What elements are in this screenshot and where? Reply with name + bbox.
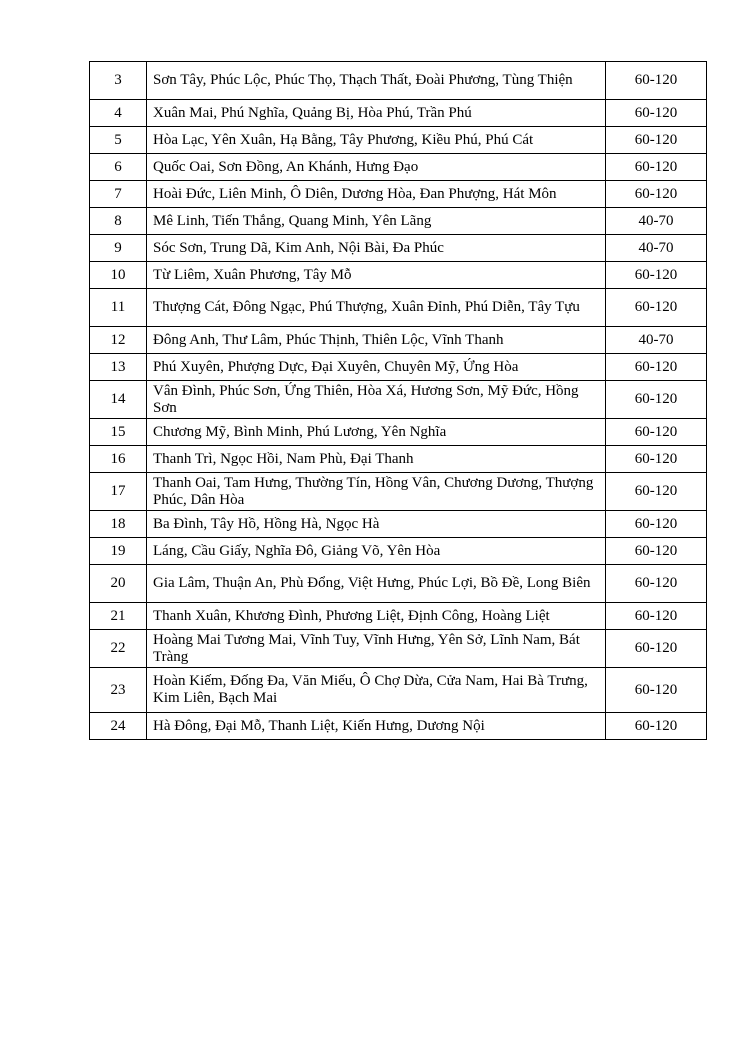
area-names-cell: Sóc Sơn, Trung Dã, Kim Anh, Nội Bài, Đa Phúc	[147, 235, 606, 262]
range-value-cell: 60-120	[606, 419, 707, 446]
area-names-cell: Thanh Oai, Tam Hưng, Thường Tín, Hồng Vân, Chương Dương, Thượng Phúc, Dân Hòa	[147, 473, 606, 511]
range-value-cell: 60-120	[606, 381, 707, 419]
range-value-cell: 60-120	[606, 154, 707, 181]
area-names-cell: Đông Anh, Thư Lâm, Phúc Thịnh, Thiên Lộc, Vĩnh Thanh	[147, 327, 606, 354]
row-number-cell: 20	[90, 565, 147, 603]
area-names-cell: Sơn Tây, Phúc Lộc, Phúc Thọ, Thạch Thất, Đoài Phương, Tùng Thiện	[147, 62, 606, 100]
row-number-cell: 23	[90, 668, 147, 713]
row-number-cell: 8	[90, 208, 147, 235]
table-row	[90, 713, 707, 740]
row-number-cell: 3	[90, 62, 147, 100]
area-names-cell: Từ Liêm, Xuân Phương, Tây Mỗ	[147, 262, 606, 289]
table-row	[90, 289, 707, 327]
range-value-cell: 60-120	[606, 630, 707, 668]
table-row	[90, 181, 707, 208]
area-names-cell: Thanh Trì, Ngọc Hồi, Nam Phù, Đại Thanh	[147, 446, 606, 473]
area-names-cell: Hòa Lạc, Yên Xuân, Hạ Bằng, Tây Phương, Kiều Phú, Phú Cát	[147, 127, 606, 154]
range-value-cell: 60-120	[606, 603, 707, 630]
row-number-cell: 15	[90, 419, 147, 446]
range-value-cell: 60-120	[606, 100, 707, 127]
range-value-cell: 60-120	[606, 181, 707, 208]
table-row	[90, 446, 707, 473]
table-row	[90, 127, 707, 154]
range-value-cell: 60-120	[606, 62, 707, 100]
table-row	[90, 473, 707, 511]
range-value-cell: 60-120	[606, 289, 707, 327]
table-row	[90, 208, 707, 235]
range-value-cell: 60-120	[606, 713, 707, 740]
table-row	[90, 630, 707, 668]
row-number-cell: 12	[90, 327, 147, 354]
range-value-cell: 40-70	[606, 208, 707, 235]
table-row	[90, 327, 707, 354]
range-value-cell: 40-70	[606, 235, 707, 262]
row-number-cell: 13	[90, 354, 147, 381]
table-row	[90, 668, 707, 713]
area-names-cell: Gia Lâm, Thuận An, Phù Đổng, Việt Hưng, Phúc Lợi, Bồ Đề, Long Biên	[147, 565, 606, 603]
range-value-cell: 60-120	[606, 511, 707, 538]
table-row	[90, 235, 707, 262]
row-number-cell: 22	[90, 630, 147, 668]
table-row	[90, 603, 707, 630]
row-number-cell: 4	[90, 100, 147, 127]
row-number-cell: 10	[90, 262, 147, 289]
row-number-cell: 11	[90, 289, 147, 327]
row-number-cell: 21	[90, 603, 147, 630]
table-row	[90, 354, 707, 381]
table-row	[90, 419, 707, 446]
row-number-cell: 7	[90, 181, 147, 208]
area-names-cell: Thượng Cát, Đông Ngạc, Phú Thượng, Xuân Đỉnh, Phú Diễn, Tây Tựu	[147, 289, 606, 327]
range-value-cell: 40-70	[606, 327, 707, 354]
row-number-cell: 14	[90, 381, 147, 419]
area-names-cell: Mê Linh, Tiến Thắng, Quang Minh, Yên Lãng	[147, 208, 606, 235]
table-row	[90, 538, 707, 565]
range-value-cell: 60-120	[606, 668, 707, 713]
range-value-cell: 60-120	[606, 473, 707, 511]
row-number-cell: 17	[90, 473, 147, 511]
table-row	[90, 62, 707, 100]
area-names-cell: Hà Đông, Đại Mỗ, Thanh Liệt, Kiến Hưng, Dương Nội	[147, 713, 606, 740]
area-table	[89, 61, 707, 740]
area-names-cell: Ba Đình, Tây Hồ, Hồng Hà, Ngọc Hà	[147, 511, 606, 538]
area-names-cell: Xuân Mai, Phú Nghĩa, Quảng Bị, Hòa Phú, Trần Phú	[147, 100, 606, 127]
table-body	[90, 62, 707, 740]
range-value-cell: 60-120	[606, 354, 707, 381]
table-row	[90, 154, 707, 181]
row-number-cell: 18	[90, 511, 147, 538]
area-names-cell: Hoàn Kiếm, Đống Đa, Văn Miếu, Ô Chợ Dừa, Cửa Nam, Hai Bà Trưng, Kim Liên, Bạch Mai	[147, 668, 606, 713]
range-value-cell: 60-120	[606, 565, 707, 603]
area-names-cell: Vân Đình, Phúc Sơn, Ứng Thiên, Hòa Xá, Hương Sơn, Mỹ Đức, Hồng Sơn	[147, 381, 606, 419]
row-number-cell: 16	[90, 446, 147, 473]
area-names-cell: Phú Xuyên, Phượng Dực, Đại Xuyên, Chuyên Mỹ, Ứng Hòa	[147, 354, 606, 381]
table-row	[90, 511, 707, 538]
range-value-cell: 60-120	[606, 538, 707, 565]
row-number-cell: 9	[90, 235, 147, 262]
table-row	[90, 100, 707, 127]
area-names-cell: Hoàng Mai Tương Mai, Vĩnh Tuy, Vĩnh Hưng, Yên Sở, Lĩnh Nam, Bát Tràng	[147, 630, 606, 668]
row-number-cell: 5	[90, 127, 147, 154]
row-number-cell: 19	[90, 538, 147, 565]
table-row	[90, 565, 707, 603]
area-names-cell: Chương Mỹ, Bình Minh, Phú Lương, Yên Nghĩa	[147, 419, 606, 446]
table-row	[90, 262, 707, 289]
area-names-cell: Quốc Oai, Sơn Đồng, An Khánh, Hưng Đạo	[147, 154, 606, 181]
row-number-cell: 24	[90, 713, 147, 740]
table-row	[90, 381, 707, 419]
range-value-cell: 60-120	[606, 127, 707, 154]
area-names-cell: Láng, Cầu Giấy, Nghĩa Đô, Giảng Võ, Yên Hòa	[147, 538, 606, 565]
area-names-cell: Hoài Đức, Liên Minh, Ô Diên, Dương Hòa, Đan Phượng, Hát Môn	[147, 181, 606, 208]
row-number-cell: 6	[90, 154, 147, 181]
range-value-cell: 60-120	[606, 446, 707, 473]
range-value-cell: 60-120	[606, 262, 707, 289]
area-names-cell: Thanh Xuân, Khương Đình, Phương Liệt, Định Công, Hoàng Liệt	[147, 603, 606, 630]
